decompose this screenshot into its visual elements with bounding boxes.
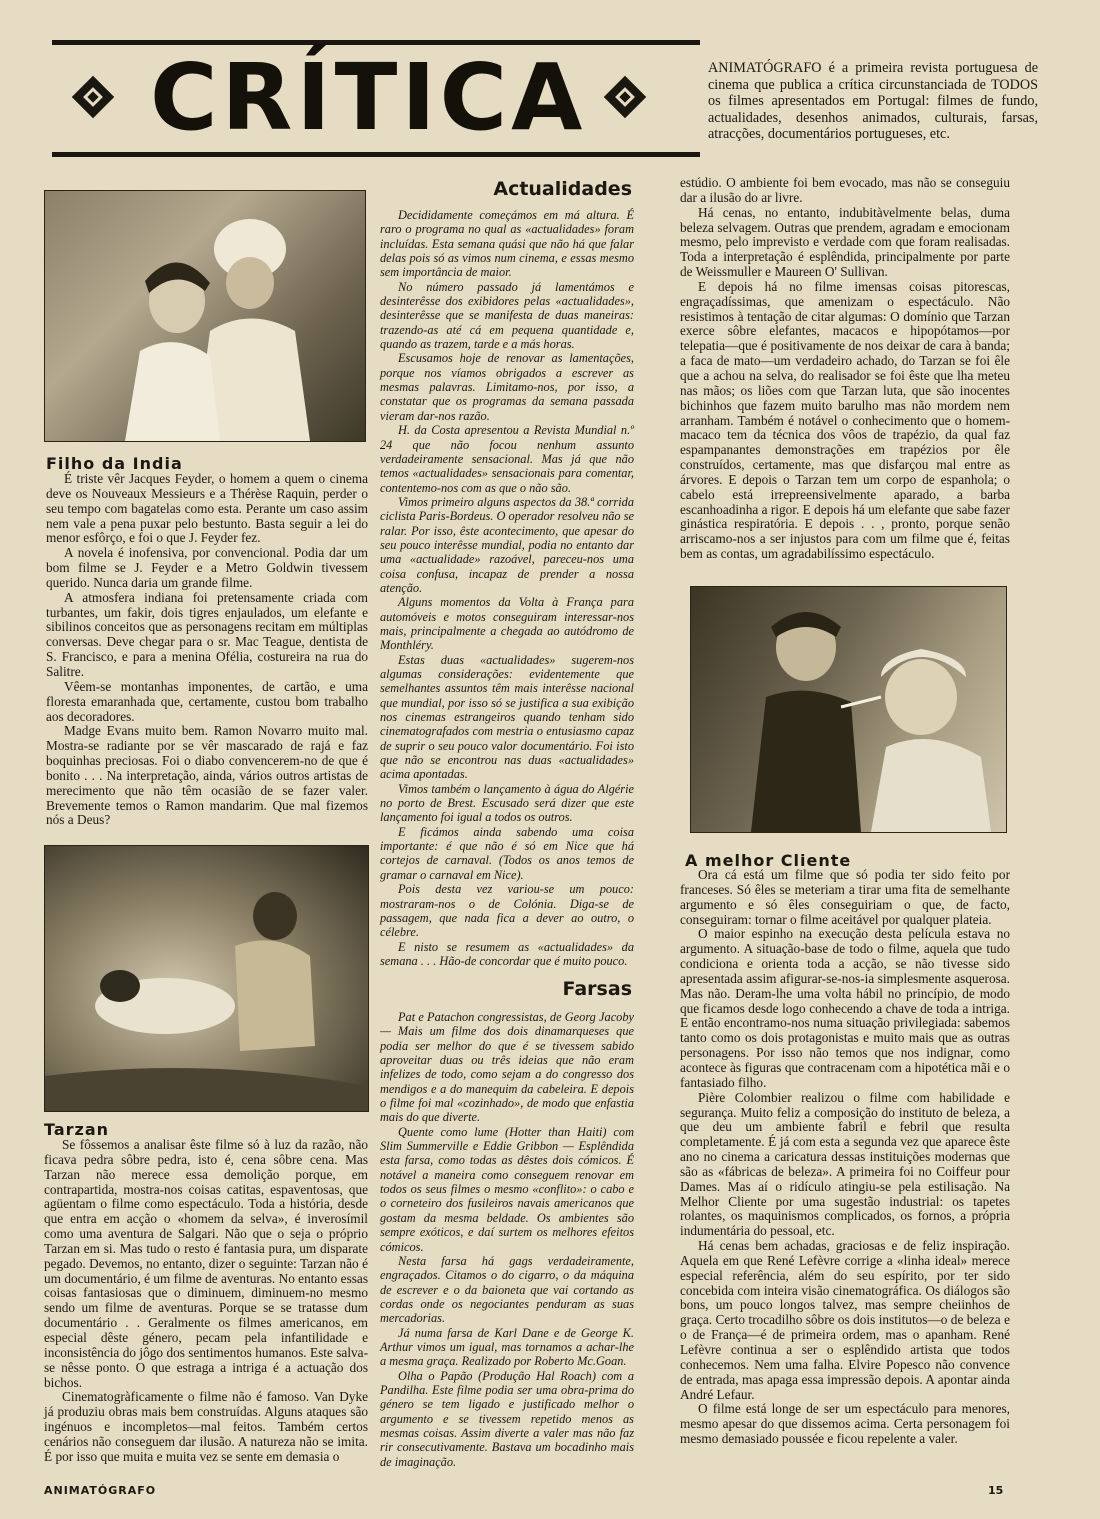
paragraph: Pois desta vez variou-se um pouco: mostraram-nos o de Colónia. Diga-se de passagem, que nada fica a dever ao outro, o célebre.	[380, 882, 634, 940]
photo-jungle-image	[45, 846, 368, 1111]
ornament-diamond-left-icon	[72, 76, 114, 118]
header-bottom-rule	[52, 152, 700, 157]
photo-couple-image	[45, 191, 365, 441]
paragraph: Escusamos hoje de renovar as lamentações, porque nos víamos obrigados a escrever as mesmas palavras. Limitamo-nos, por isso, a constatar que os programas da semana passada vieram dar-nos razão.	[380, 351, 634, 423]
paragraph: Estas duas «actualidades» sugerem-nos algumas considerações: evidentemente que semelhantes assuntos têm mais interêsse nacional que mundial, por isso só se justifica a sua exibição nos cinemas estrangeiros quando tenham sido cinematografados com mestria o entusiasmo capaz de suprir o seu pouco valor documentário. Foi isto que não se encontrou nas duas «actualidades» acima apontadas.	[380, 652, 634, 782]
article-filho-da-india	[46, 472, 368, 828]
paragraph: Quente como lume (Hotter than Haiti) com Slim Summerville e Eddie Gribbon — Esplêndida esta farsa, como todas as dêstes dois cómicos. É notável a maneira como conseguem renovar em todos os seus filmes o mesmo «conflito»: o cabo e o corneteiro dos fusileiros navais americanos que gostam da mesma beldade. Os ambientes são sempre exóticos, e daí surtem os melhores efeitos cómicos.	[380, 1124, 634, 1254]
paragraph: Alguns momentos da Volta à França para automóveis e motos conseguiram interessar-nos mais, principalmente a chegada ao autódromo de Monthléry.	[380, 595, 634, 653]
paragraph: O filme está longe de ser um espectáculo para menores, mesmo apesar do que dissemos acima. Certa personagem foi mesmo demasiado poussée e ficou repelente a valer.	[680, 1401, 1010, 1447]
page-number: 15	[988, 1484, 1004, 1497]
page-title: CRÍTICA	[150, 44, 587, 151]
paragraph: E depois há no filme imensas coisas pitorescas, engraçadíssimas, que amenizam o espectáculo. Não resistimos à tentação de citar algumas: O domínio que Tarzan exerce sôbre elefantes, macacos e hipopótamos—por telepatia—que é positivamente de nos deixar de cara à banda; a faca de mato—um verdadeiro achado, do Tarzan se foi êle que a achou na selva, do realisador se foi êste que lha meteu nas mãos; os liões com que Tarzan luta, que são inocentes bichinhos que fazem muito barulho mas não mordem nem arranham. Também é notável o conhecimento que o homem-macaco tem da técnica dos vôos de trapézio, da qual faz espampanantes demonstrações em trapézios por êle construídos, certamente, mas que disfarçou mal entre as árvores. E depois o Tarzan tem um corpo de espanhola; o cabelo está irrepreensivelmente aparado, a barba escanhoadinha a rigor. E depois há um elefante que sabe fazer ginástica respiratória. E depois . . , pronto, porque senão arriscamo-nos a ser injustos para com um filme que é, feitas bem as contas, um agradabilíssimo espectáculo.	[680, 278, 1010, 562]
photo-couple-lighting-image	[691, 587, 1006, 832]
article-farsas	[380, 1010, 634, 1469]
paragraph: Vimos primeiro alguns aspectos da 38.ª corrida ciclista Paris-Bordeus. O operador resolveu não se ralar. Por isso, êste acontecimento, que apesar do seu pouco interêsse mundial, podia no entanto dar uma «actualidade» razoável, pareceu-nos uma coisa confusa, incapaz de prender a nossa atenção.	[380, 494, 634, 595]
paragraph: Olha o Papão (Produção Hal Roach) com a Pandilha. Este filme podia ser uma obra-prima do género se tem ligado e justificado melhor o argumento e se tivessem repetido menos as mesmas coisas. Assim diverte a valer mas não faz rir consecutivamente. Bastava um bocadinho mais de imaginação.	[380, 1368, 634, 1469]
paragraph: Vêem-se montanhas imponentes, de cartão, e uma floresta emaranhada que, certamente, custou bom trabalho aos decoradores.	[46, 678, 368, 724]
paragraph: Pière Colombier realizou o filme com habilidade e segurança. Muito feliz a composição do instituto de beleza, a que deu um ambiente fabril e febril que resulta completamente. É já com esta a segunda vez que aparece êste ano no cinema a caricatura dessas instituições modernas que são as «fábricas de beleza». A primeira foi no Coiffeur pour Dames. Mas aí o ridículo atingiu-se pela estilisação. Na Melhor Cliente por uma sugestão industrial: os tapetes rolantes, os maquinismos complicados, os fornos, a própria indumentária do pessoal, etc.	[680, 1089, 1010, 1239]
heading-filho-da-india: Filho da India	[46, 454, 183, 473]
paragraph: estúdio. O ambiente foi bem evocado, mas não se conseguiu dar a ilusão do ar livre.	[680, 175, 1010, 205]
paragraph: O maior espinho na execução desta película estava no argumento. A situação-base de todo o filme, aquela que tudo condiciona e orienta toda a acção, se não tivesse sido apresentada assim afigurar-se-nos-ia simplesmente asquerosa. Mas não. Deram-lhe uma volta hábil no princípio, de modo que ficamos desde logo conhecendo a chave de toda a intriga. E então encontramo-nos numa situação privilegiada: sabemos tanto como os dois protagonistas e muito mais que as outras personagens. Por isso não temos que nos indignar, como acontece às figuras que contracenam com a hipotética mãi e o fantasiado filho.	[680, 926, 1010, 1090]
paragraph: Há cenas bem achadas, graciosas e de feliz inspiração. Aquela em que René Lefèvre corrige a «linha ideal» merece especial referência, além do seu espírito, por ter sido concebida com inteira visão cinematográfica. Os diálogos são bons, um pouco longos talvez, mas sempre cheiinhos de graça. Certo trocadilho sôbre os dois institutos—o de beleza e o de França—é de primeira ordem, mas o apanham. René Lefèvre continua a ser o esplêndido artista que todos conhecemos. Nem uma falha. Elvire Popesco não convence de entrada, mas apaga essa impressão depois. A apontar ainda André Lefaur.	[680, 1238, 1010, 1402]
paragraph: A novela é inofensiva, por convencional. Podia dar um bom filme se J. Feyder e a Metro Goldwin tivessem querido. Nunca daria um grande filme.	[46, 545, 368, 590]
heading-a-melhor-cliente: A melhor Cliente	[685, 851, 852, 870]
heading-farsas: Farsas	[562, 978, 632, 1000]
article-actualidades	[380, 208, 634, 968]
paragraph: Vimos também o lançamento à água do Algérie no porto de Brest. Escusado será dizer que este lançamento foi igual a todos os outros.	[380, 781, 634, 825]
article-a-melhor-cliente	[680, 868, 1010, 1447]
paragraph: H. da Costa apresentou a Revista Mundial n.º 24 que não focou nenhum assunto verdadeiramente sensacional. Mas já que não temos «actualidades» sensacionais para comentar, contentemo-nos com as que o não são.	[380, 423, 634, 495]
paragraph: Nesta farsa há gags verdadeiramente, engraçados. Citamos o do cigarro, o da máquina de escrever e o da baioneta que vai cortando as cordas onde os negociantes penduram as suas mercadorias.	[380, 1253, 634, 1326]
paragraph: Pat e Patachon congressistas, de Georg Jacoby — Mais um filme dos dois dinamarqueses que podia ser melhor do que é se tivessem sabido aproveitar duas ou três ideias que não eram infelizes de todo, como sejam a do congresso dos mendigos e a do manequim da cabeleira. E depois o filme foi mal «cozinhado», de modo que enfastia mais do que diverte.	[380, 1010, 634, 1125]
paragraph: Ora cá está um filme que só podia ter sido feito por franceses. Só êles se meteriam a tirar uma fita de semelhante argumento e só êles conseguiriam o que, de facto, conseguiram: tornar o filme aceitável por qualquer plateia.	[680, 867, 1010, 927]
heading-actualidades: Actualidades	[493, 178, 632, 200]
footer-magazine-name: ANIMATÓGRAFO	[44, 1484, 157, 1497]
paragraph: Há cenas, no entanto, indubitàvelmente belas, duma beleza selvagem. Outras que prendem, agradam e emocionam mesmo, pelo imprevisto e verdade com que foram realisadas. Toda a interpretação é esplêndida, principalmente por parte de Weissmuller e Maureen O' Sullivan.	[680, 204, 1010, 280]
paragraph: Madge Evans muito bem. Ramon Novarro muito mal. Mostra-se radiante por se vêr mascarado de rajá e faz boquinhas preciosas. Foi o diabo convencerem-no de que é bonito . . . Na interpretação, ainda, vários outros artistas de merecimento que não têm ocasião de se fazer valer. Brevemente temos o Ramon mandarim. Que mal fizemos nós a Deus?	[46, 723, 368, 828]
paragraph: Se fôssemos a analisar êste filme só à luz da razão, não ficava pedra sôbre pedra, isto é, cena sôbre cena. Mas Tarzan não merece essa demolição porque, em contrapartida, mostra-nos coisas catitas, espaventosas, que agüentam o filme como espectáculo. Toda a história, desde que entra em acção o «homem da selva», é inverosímil como uma aventura de Salgari. Não que o seja o próprio Tarzan em si. Mas tudo o resto é fantasia pura, um disparate pegado. Devemos, no entanto, dizer o seguinte: Tarzan não é um documentário, é um filme de aventuras. No entanto essas coisas fantasiosas que o diminuem, diminuem-no mesmo sendo um filme de aventuras. Porque se se tratasse dum documentário . . Geralmente os filmes americanos, em especial dêste género, pecam pela infantilidade e inconsistência do jôgo dos sentimentos humanos. Este salva-se nêsse ponto. O que estraga a intriga é a actuação dos bichos.	[44, 1137, 368, 1390]
paragraph: E ficámos ainda sabendo uma coisa importante: é que não é só em Nice que há cortejos de carnaval. (Todos os anos temos de gramar o carnaval em Nice).	[380, 824, 634, 882]
intro-text: ANIMATÓGRAFO é a primeira revista portuguesa de cinema que publica a crítica circunstanciada de TODOS os filmes apresentados em Portugal: filmes de fundo, actualidades, desenhos animados, culturais, farsas, atracções, documentários portugueses, etc.	[708, 60, 1038, 143]
paragraph: Já numa farsa de Karl Dane e de George K. Arthur vimos um igual, mas tornamos a achar-lhe a mesma graça. Realizado por Roberto Mc.Goan.	[380, 1325, 634, 1369]
paragraph: Decididamente começámos em má altura. É raro o programa no qual as «actualidades» foram incluídas. Esta semana quási que não há que falar delas pois só as vimos num cinema, e essas mesmo sem importância de maior.	[380, 208, 634, 280]
paragraph: É triste vêr Jacques Feyder, o homem a quem o cinema deve os Nouveaux Messieurs e a Thérèse Raquin, perder o seu tempo com bagatelas como esta. Perante um caso assim nem vale a pena puxar pelo bestunto. Basta seguir a lei do menor esfôrço, e foi o que J. Feyder fez.	[46, 471, 368, 546]
article-tarzan-continued	[680, 176, 1010, 562]
paragraph: A atmosfera indiana foi pretensamente criada com turbantes, um fakir, dois tigres enjaulados, um elefante e sibilinos conceitos que as personagens recitam em múltiplas conversas. Deve chegar para o sr. Mac Teague, dentista de S. Francisco, e para a menina Ofélia, costureira na rua do Salitre.	[46, 589, 368, 679]
article-tarzan	[44, 1138, 368, 1465]
heading-tarzan: Tarzan	[44, 1120, 110, 1139]
paragraph: No número passado já lamentámos e desinterêsse dos exibidores pelas «actualidades», desinterêsse que se manifesta de duas maneiras: trazendo-as até cá em pequena quantidade e, quando as trazem, tarde e a más horas.	[380, 279, 634, 352]
paragraph: Cinematogràficamente o filme não é famoso. Van Dyke já produziu obras mais bem construídas. Alguns ataques são ingénuos e incompletos—mal feitos. Também certos cenários não conseguem dar ilusão. A natureza não se imita. É por isso que muita e muita vez se sente em demasia o	[44, 1389, 368, 1464]
paragraph: E nisto se resumem as «actualidades» da semana . . . Hão-de concordar que é muito pouco.	[380, 939, 634, 968]
ornament-diamond-right-icon	[604, 76, 646, 118]
photo-filho-da-india	[44, 190, 366, 442]
photo-melhor-cliente	[690, 586, 1007, 833]
photo-tarzan	[44, 845, 369, 1112]
